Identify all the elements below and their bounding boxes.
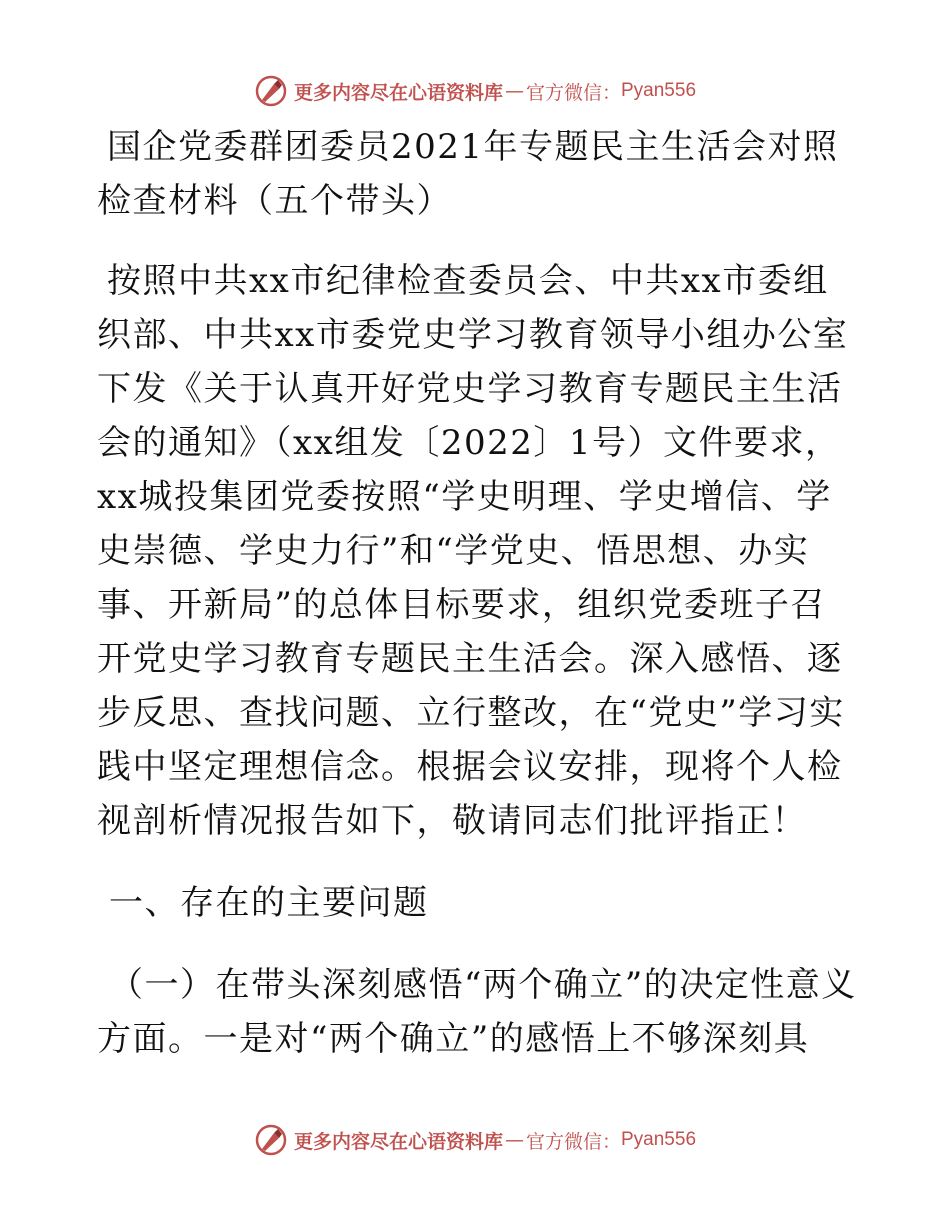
- watermark-text: 更多内容尽在心语资料库: [293, 81, 503, 104]
- watermark-dash: —: [504, 80, 524, 102]
- watermark-contact-label: 官方微信：: [525, 1130, 621, 1153]
- watermark-handle: Pyan556: [621, 1129, 697, 1150]
- section-heading: 一、存在的主要问题: [109, 883, 429, 923]
- watermark-handle: Pyan556: [621, 80, 697, 101]
- pen-nib-logo-icon: [254, 74, 288, 108]
- watermark-banner-top: [0, 71, 950, 111]
- intro-paragraph: 按照中共xx市纪律检查委员会、中共xx市委组织部、中共xx市委党史学习教育领导小组办公室下发《关于认真开好党史学习教育专题民主生活会的通知》（xx组发〔2022〕1号）文件要求，xx城投集团党委按照“学史明理、学史增信、学史崇德、学史力行”和“学党史、悟思想、办实事、开新局”的总体目标要求，组织党委班子召开党史学习教育专题民主生活会。深入感悟、逐步反思、查找问题、立行整改，在“党史”学习实践中坚定理想信念。根据会议安排，现将个人检视剖析情况报告如下，敬请同志们批评指正！: [97, 261, 849, 841]
- subsection-paragraph: （一）在带头深刻感悟“两个确立”的决定性意义方面。一是对“两个确立”的感悟上不够深刻具: [97, 965, 857, 1059]
- watermark-contact-label: 官方微信：: [525, 81, 621, 104]
- watermark-banner-bottom: [0, 1120, 950, 1160]
- watermark-dash: —: [504, 1129, 524, 1151]
- document-body: [97, 120, 857, 1066]
- watermark-text: 更多内容尽在心语资料库: [293, 1130, 503, 1153]
- document-title: 国企党委群团委员2021年专题民主生活会对照检查材料（五个带头）: [97, 127, 839, 221]
- pen-nib-logo-icon: [254, 1123, 288, 1157]
